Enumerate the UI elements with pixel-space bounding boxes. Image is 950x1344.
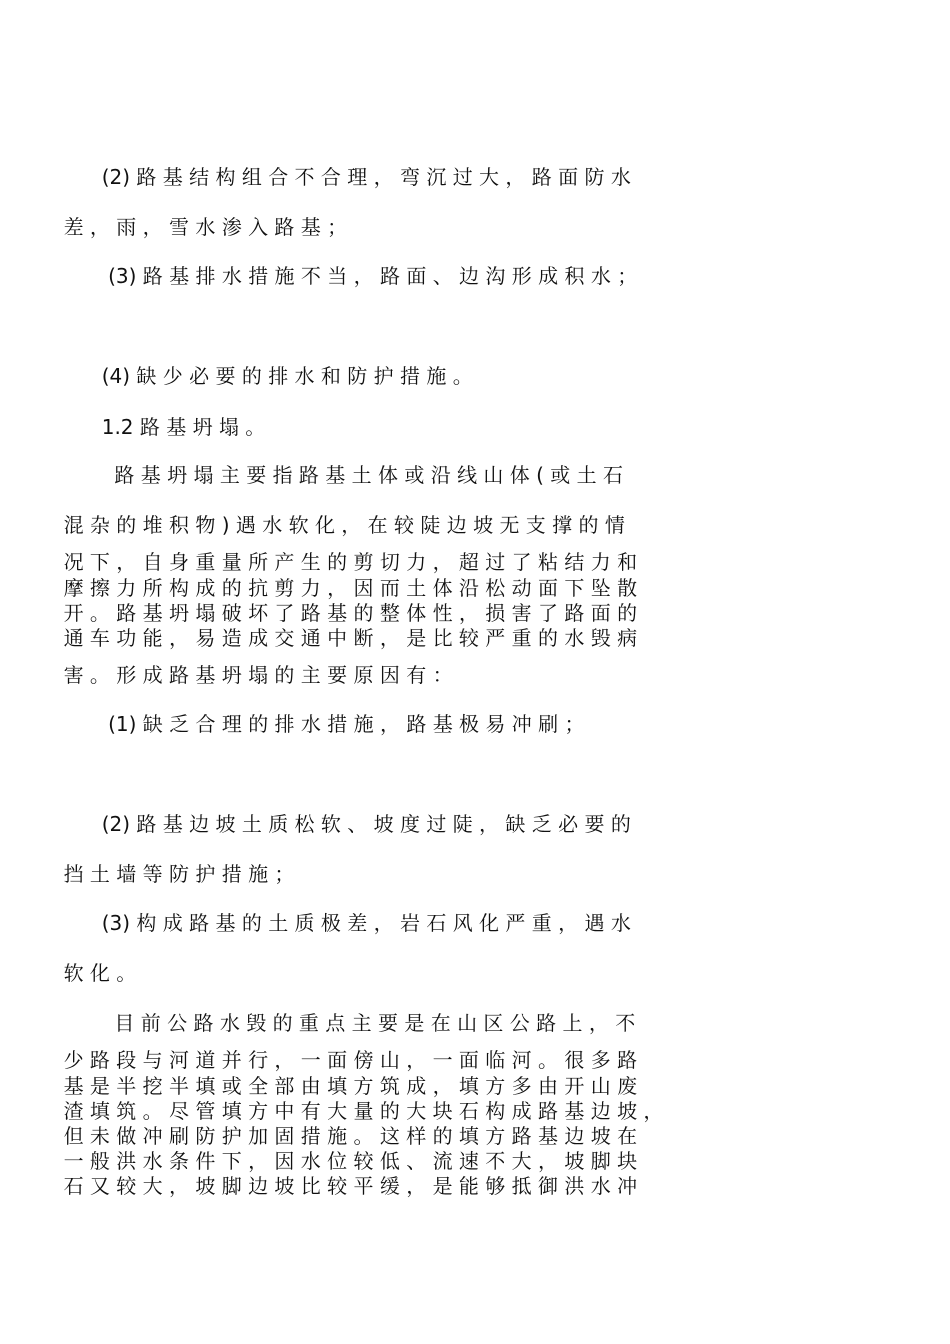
text-line: 挡 土 墙 等 防 护 措 施 ；	[0, 862, 295, 886]
text-line: 害 。 形 成 路 基 坍 塌 的 主 要 原 因 有 ：	[0, 663, 453, 687]
text-line: 通 车 功 能 ， 易 造 成 交 通 中 断 ， 是 比 较 严 重 的 水 毁 病	[0, 626, 638, 650]
text-line: 路 基 坍 塌 主 要 指 路 基 土 体 或 沿 线 山 体 ( 或 土 石	[0, 463, 624, 487]
text-line: 石 又 较 大 ， 坡 脚 边 坡 比 较 平 缓 ， 是 能 够 抵 御 洪 水 冲	[0, 1174, 638, 1198]
text-line: 开 。 路 基 坍 塌 破 坏 了 路 基 的 整 体 性 ， 损 害 了 路 面 的	[0, 601, 638, 625]
text-line: 基 是 半 挖 半 填 或 全 部 由 填 方 筑 成 ， 填 方 多 由 开 山 废	[0, 1074, 638, 1098]
text-line: 目 前 公 路 水 毁 的 重 点 主 要 是 在 山 区 公 路 上 ， 不	[0, 1011, 636, 1035]
text-line: 一 般 洪 水 条 件 下 ， 因 水 位 较 低 、 流 速 不 大 ， 坡 脚 块	[0, 1149, 638, 1173]
text-line: 混 杂 的 堆 积 物 ) 遇 水 软 化 ， 在 较 陡 边 坡 无 支 撑 的 情	[0, 513, 625, 537]
text-line: (2) 路 基 结 构 组 合 不 合 理 ， 弯 沉 过 大 ， 路 面 防 水	[0, 165, 631, 189]
text-line: (3) 构 成 路 基 的 土 质 极 差 ， 岩 石 风 化 严 重 ， 遇 水	[0, 911, 631, 935]
text-line: 摩 擦 力 所 构 成 的 抗 剪 力 ， 因 而 土 体 沿 松 动 面 下 坠 散	[0, 576, 638, 600]
text-line: (3) 路 基 排 水 措 施 不 当 ， 路 面 、 边 沟 形 成 积 水 ；	[0, 264, 638, 288]
text-line: 差 ， 雨 ， 雪 水 渗 入 路 基 ；	[0, 215, 348, 239]
text-line: 少 路 段 与 河 道 并 行 ， 一 面 傍 山 ， 一 面 临 河 。 很 多 路	[0, 1048, 638, 1072]
section-heading: 1.2 路 基 坍 塌 。	[0, 415, 266, 439]
text-line: (4) 缺 少 必 要 的 排 水 和 防 护 措 施 。	[0, 364, 473, 388]
text-line: 软 化 。	[0, 961, 137, 985]
text-line: 渣 填 筑 。 尽 管 填 方 中 有 大 量 的 大 块 石 构 成 路 基 边 坡 ，	[0, 1099, 664, 1123]
text-line: 但 未 做 冲 刷 防 护 加 固 措 施 。 这 样 的 填 方 路 基 边 坡 在	[0, 1124, 638, 1148]
text-line: (1) 缺 乏 合 理 的 排 水 措 施 ， 路 基 极 易 冲 刷 ；	[0, 712, 585, 736]
text-line: (2) 路 基 边 坡 土 质 松 软 、 坡 度 过 陡 ， 缺 乏 必 要 的	[0, 812, 631, 836]
text-line: 况 下 ， 自 身 重 量 所 产 生 的 剪 切 力 ， 超 过 了 粘 结 力 和	[0, 550, 638, 574]
